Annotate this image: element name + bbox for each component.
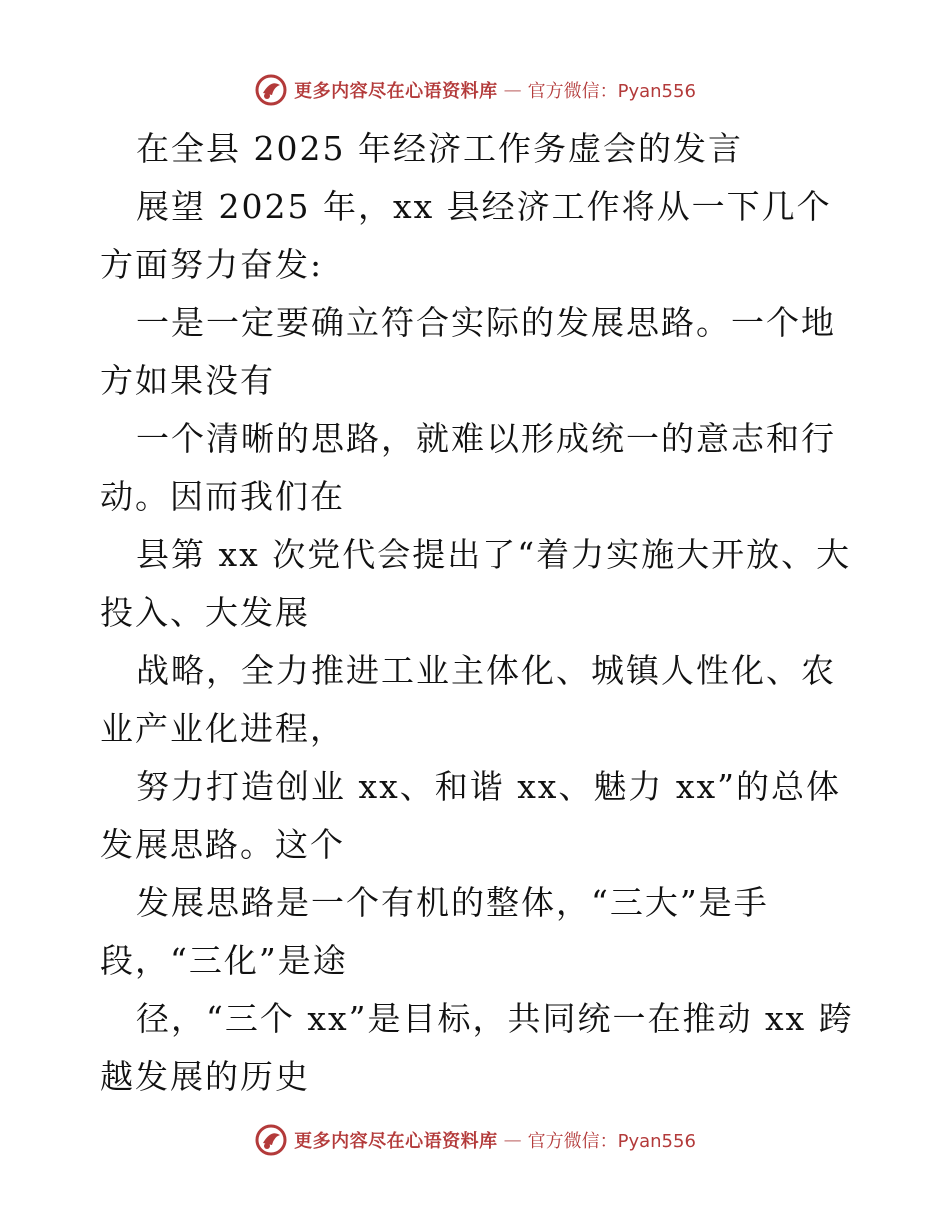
banner-wechat: 官方微信：Pyan556	[527, 81, 696, 102]
banner-wechat: 官方微信：Pyan556	[527, 1131, 696, 1152]
paragraph-8: 径，“三个 xx”是目标，共同统一在推动 xx 跨越发展的历史	[100, 999, 854, 1096]
library-logo-icon	[254, 1123, 288, 1157]
banner-dash: —	[503, 1129, 522, 1151]
banner-text: 更多内容尽在心语资料库	[294, 81, 498, 102]
banner-dash: —	[503, 79, 522, 101]
paragraph-2: 一是一定要确立符合实际的发展思路。一个地方如果没有	[100, 303, 836, 400]
library-logo-icon	[254, 73, 288, 107]
paragraph-4: 县第 xx 次党代会提出了“着力实施大开放、大投入、大发展	[100, 535, 852, 632]
banner-text: 更多内容尽在心语资料库	[294, 1131, 498, 1152]
paragraph-6: 努力打造创业 xx、和谐 xx、魅力 xx”的总体发展思路。这个	[100, 767, 842, 864]
document-title: 在全县 2025 年经济工作务虚会的发言	[136, 129, 743, 168]
paragraph-5: 战略，全力推进工业主体化、城镇人性化、农业产业化进程，	[100, 651, 836, 748]
paragraph-7: 发展思路是一个有机的整体，“三大”是手段，“三化”是途	[100, 883, 769, 980]
header-watermark-banner	[0, 70, 950, 110]
footer-watermark-banner	[0, 1120, 950, 1160]
document-body	[100, 120, 860, 1106]
paragraph-3: 一个清晰的思路，就难以形成统一的意志和行动。因而我们在	[100, 419, 836, 516]
paragraph-1: 展望 2025 年，xx 县经济工作将从一下几个方面努力奋发:	[100, 187, 832, 284]
